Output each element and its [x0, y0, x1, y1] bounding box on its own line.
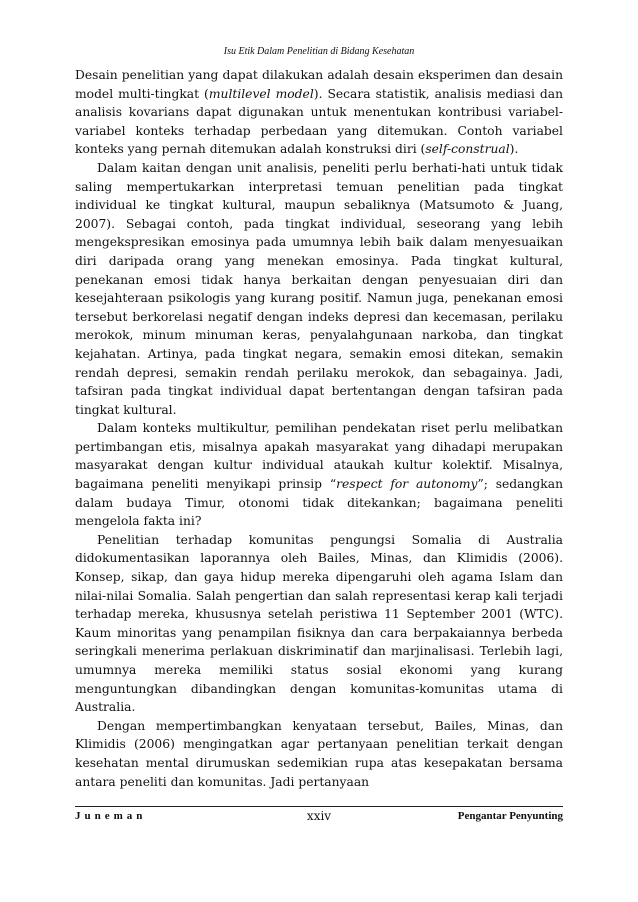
p3-term-respect-for-autonomy: respect for autonomy [336, 477, 478, 492]
paragraph-3 [75, 419, 563, 531]
p1-text-e: ). [509, 142, 519, 157]
p3-text-a: Dalam konteks multikultur, pemilihan pendekatan riset perlu melibatkan pertimbangan etis, misalnya apakah masyarakat yang dihadapi merupakan masyarakat dengan kultur individual ataukah kultur kolektif. Misalnya, bagaimana peneliti menyikapi prinsip “ [75, 421, 563, 492]
p3-text-c: ”; sedangkan dalam budaya Timur, otonomi tidak ditekankan; bagaimana peneliti mengelola fakta ini? [75, 477, 563, 529]
body-text [75, 66, 563, 791]
p1-term-multilevel-model: multilevel model [208, 86, 314, 101]
page-footer [75, 806, 563, 825]
paragraph-1 [75, 66, 563, 159]
p1-text-c: ). Secara statistik, analisis mediasi dan analisis kovarians dapat digunakan untuk menentukan kontribusi variabel-variabel konteks terhadap perbedaan yang ditemukan. Contoh variabel konteks yang pernah ditemukan adalah konstruksi diri ( [75, 86, 564, 157]
paragraph-4: Penelitian terhadap komunitas pengungsi Somalia di Australia didokumentasikan laporannya oleh Bailes, Minas, dan Klimidis (2006). Konsep, sikap, dan gaya hidup mereka dipengaruhi oleh agama Islam dan nilai-nilai Somalia. Salah pengertian dan salah representasi kerap kali terjadi terhadap mereka, khususnya setelah peristiwa 11 September 2001 (WTC). Kaum minoritas yang penampilan fisiknya dan cara berpakaiannya berbeda seringkali menerima perlakuan diskriminatif dan marjinalisasi. Terlebih lagi, umumnya mereka memiliki status sosial ekonomi yang kurang menguntungkan dibandingkan dengan komunitas-komunitas utama di Australia. [75, 532, 563, 715]
footer-section: Pengantar Penyunting [457, 810, 563, 822]
page-number: xxiv [306, 809, 332, 823]
p1-term-self-construal: self-construal [425, 142, 510, 157]
running-header: Isu Etik Dalam Penelitian di Bidang Kesehatan [223, 46, 415, 57]
p1-text-a: Desain penelitian yang dapat dilakukan adalah desain eksperimen dan desain model multi-tingkat ( [75, 68, 563, 101]
paragraph-5: Dengan mempertimbangkan kenyataan tersebut, Bailes, Minas, dan Klimidis (2006) mengingatkan agar pertanyaan penelitian terkait dengan kesehatan mental dirumuskan sedemikian rupa atas kesepakatan bersama antara peneliti dan komunitas. Jadi pertanyaan [75, 718, 563, 789]
footer-author: Juneman [75, 810, 147, 822]
paragraph-2: Dalam kaitan dengan unit analisis, peneliti perlu berhati-hati untuk tidak saling mempertukarkan interpretasi temuan penelitian pada tingkat individual ke tingkat kultural, maupun sebaliknya (Matsumoto & Juang, 2007). Sebagai contoh, pada tingkat individual, seseorang yang lebih mengekspresikan emosinya pada umumnya lebih baik dalam menyesuaikan diri daripada orang yang menekan emosinya. Pada tingkat kultural, penekanan emosi tidak hanya berkaitan dengan penyesuaian diri dan kesejahteraan psikologis yang kurang positif. Namun juga, penekanan emosi tersebut berkorelasi negatif dengan indeks depresi dan kecemasan, perilaku merokok, minum minuman keras, penyalahgunaan narkoba, dan tingkat kejahatan. Artinya, pada tingkat negara, semakin emosi ditekan, semakin rendah depresi, semakin rendah perilaku merokok, dan sebagainya. Jadi, tafsiran pada tingkat individual dapat bertentangan dengan tafsiran pada tingkat kultural. [75, 160, 563, 417]
